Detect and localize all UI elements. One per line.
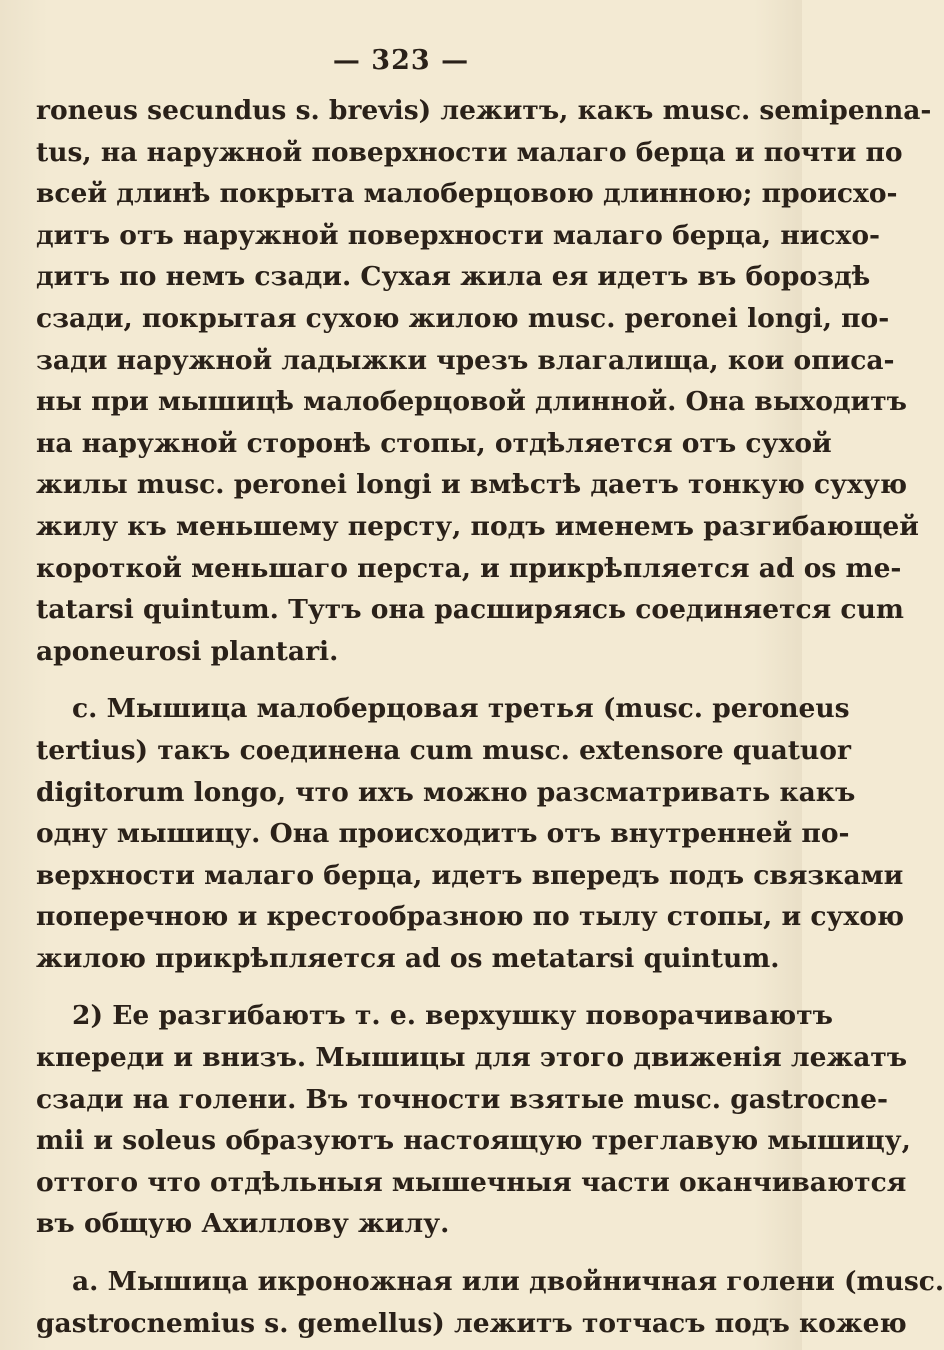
text-line: 2) Ее разгибаютъ т. е. верхушку поворачиваютъ xyxy=(72,1000,833,1032)
text-line: roneus secundus s. brevis) лежитъ, какъ musc. semipenna- xyxy=(36,95,932,126)
text-line: короткой меньшаго перста, и прикрѣпляется ad os me- xyxy=(36,552,902,584)
text-line: одну мышицу. Она происходитъ отъ внутренней по- xyxy=(36,818,850,850)
paragraph xyxy=(36,688,905,979)
text-line: mii и soleus образуютъ настоящую треглавую мышицу, xyxy=(36,1125,911,1157)
text-line: на наружной сторонѣ стопы, отдѣляется отъ сухой xyxy=(36,427,832,459)
text-line: дитъ отъ наружной поверхности малаго берца, нисхо- xyxy=(36,219,881,251)
text-line: сзади на голени. Въ точности взятые musc. gastrocne- xyxy=(36,1083,889,1115)
page-number: — 323 — xyxy=(332,45,470,76)
text-line: tus, на наружной поверхности малаго берца и почти по xyxy=(36,136,903,168)
text-line: жилою прикрѣпляется ad os metatarsi quintum. xyxy=(36,942,780,974)
text-line: зади наружной ладыжки чрезъ влагалища, кои описа- xyxy=(36,344,895,376)
text-line: ны при мышицѣ малоберцовой длинной. Она выходитъ xyxy=(36,386,907,418)
text-line: поперечною и крестообразною по тылу стопы, и сухою xyxy=(36,901,905,933)
paragraph xyxy=(36,1261,944,1344)
text-line: въ общую Ахиллову жилу. xyxy=(36,1208,450,1240)
paragraph xyxy=(36,90,932,672)
paragraph xyxy=(36,995,911,1245)
text-line: жилу къ меньшему персту, подъ именемъ разгибающей xyxy=(36,510,919,542)
text-line: digitorum longo, что ихъ можно разсматривать какъ xyxy=(36,776,856,808)
text-line: aponeurosi plantari. xyxy=(36,635,339,667)
text-line: всей длинѣ покрыта малоберцовою длинною; происхо- xyxy=(36,178,898,210)
text-line: дитъ по немъ сзади. Сухая жила ея идетъ въ бороздѣ xyxy=(36,261,871,293)
text-line: gastrocnemius s. gemellus) лежитъ тотчасъ подъ кожею xyxy=(36,1307,907,1339)
text-line: жилы musc. peronei longi и вмѣстѣ даетъ тонкую сухую xyxy=(36,469,908,501)
text-line: tatarsi quintum. Тутъ она расширяясь соединяется cum xyxy=(36,594,904,626)
text-line: tertius) такъ соединена cum musc. extensore quatuor xyxy=(36,734,851,766)
page-body xyxy=(36,90,944,1344)
text-line: кпереди и внизъ. Мышицы для этого движенія лежатъ xyxy=(36,1042,908,1074)
text-line: оттого что отдѣльныя мышечныя части оканчиваются xyxy=(36,1166,907,1198)
text-line: a. Мышица икроножная или двойничная голени (musc. xyxy=(72,1266,944,1298)
text-line: верхности малаго берца, идетъ впередъ подъ связками xyxy=(36,859,904,891)
text-line: сзади, покрытая сухою жилою musc. peronei longi, по- xyxy=(36,302,890,334)
text-line: c. Мышица малоберцовая третья (musc. peroneus xyxy=(72,693,850,725)
